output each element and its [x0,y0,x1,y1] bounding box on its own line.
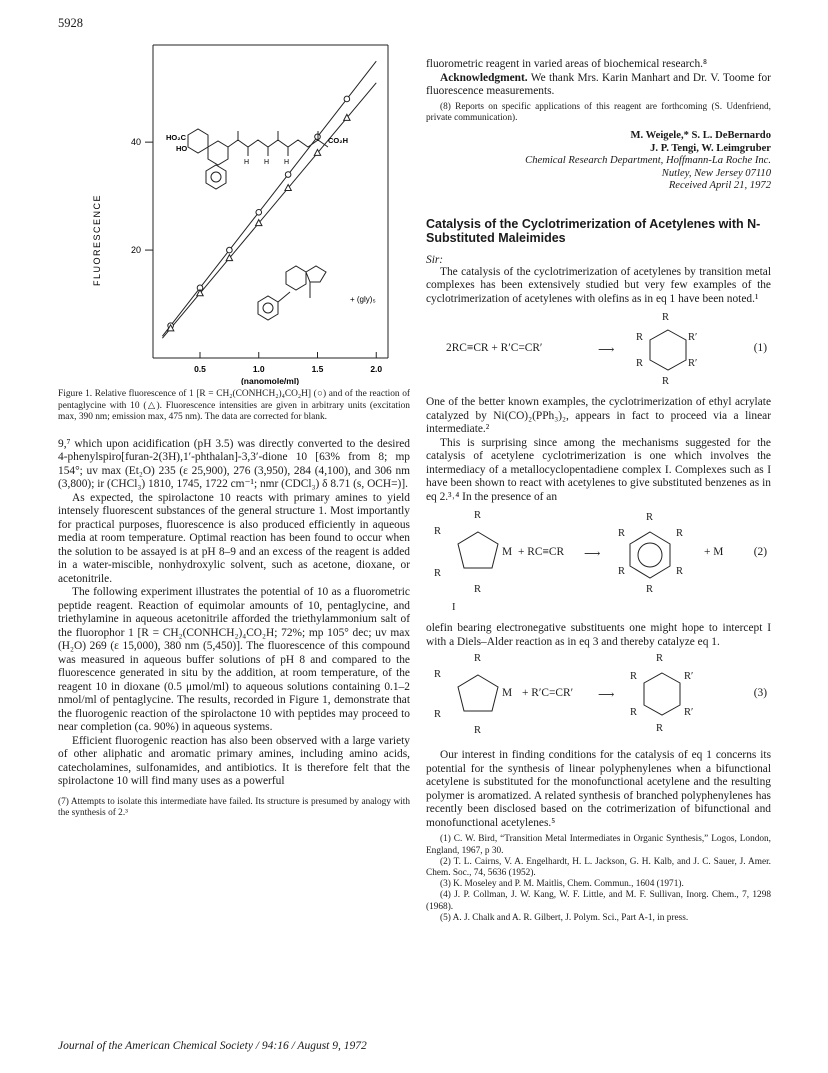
eq3-arrow: ⟶ [598,689,615,702]
paragraph-surprising: This is surprising since among the mechanisms suggested for the catalysis of acetylene cyclotrimerization is one which involves the intermediacy of a metallocyclopentadiene complex I. Complexes such as I have been shown to react with acetylenes to give substituted benzenes as in eq 2.³˒⁴ In the presence of an [426,436,771,503]
paragraph-research-end: fluorometric reagent in varied areas of biochemical research.⁸ [426,58,708,70]
address-line: Nutley, New Jersey 07110 [661,167,771,179]
eq3-prod-r-left: R [630,671,638,683]
eq1-arrow: ⟶ [598,344,615,357]
acknowledgment-heading: Acknowledgment. [440,71,528,84]
eq2-acetylene: + RC≡CR [518,546,565,559]
paragraph-catalysis: The catalysis of the cyclotrimerization of acetylenes by transition metal complexes has been extensively studied but very few examples of the cyclotrimerization of acetylenes with olefins as in eq 1 have been noted.¹ [426,265,771,305]
affiliation-line: Chemical Research Department, Hoffmann-La Roche Inc. [525,155,771,167]
eq3-prod-r-left2: R [630,707,638,719]
paragraph-spirolactone: As expected, the spirolactone 10 reacts with primary amines to yield intensely fluorescent substances of the general structure 1. Most importantly for practical purposes, fluorescence is also produced efficiently in aqueous media at room temperature. Optimal reaction has been found to occur when the solution to be assayed is at pH 8–9 and an excess of the reagent is added in a water-miscible, nonhydroxylic solvent, such as acetone, dioxane, or acetonitrile. [58,491,410,585]
author-block [426,130,771,193]
eq1-rp-right2: R′ [688,358,698,370]
x-tick-label: 1.0 [252,364,265,374]
eq2-metallacycle-drawing [448,524,508,580]
received-date: Received April 21, 1972 [668,180,771,192]
struct-ho-label: HO [176,144,188,153]
right-column [426,58,771,924]
left-body-text [58,438,410,789]
eq3-prod-r-bottom: R [656,723,664,735]
journal-footer: Journal of the American Chemical Society / 94:16 / August 9, 1972 [58,1040,367,1052]
equation-2 [426,508,771,618]
eq3-olefin: + R′C=CR′ [522,687,574,700]
fit-line-circle [162,61,376,336]
fit-line-triangle [162,83,376,338]
caption-text: Relative fluorescence of 1 [R = CH₂(CONHCH₂)₄CO₂H] (○) and of the reaction of pentaglycine with 10 (△). Fluorescence intensities are given in arbitrary units (excitation max, 390 nm; emission max, 475 nm). The data are corrected for blank. [58,389,410,423]
eq2-compound-label: I [452,602,456,614]
eq1-r-left: R [636,332,644,344]
equation-1 [426,312,771,390]
eq2-prod-r-bottom: R [646,584,654,596]
eq1-rp-right1: R′ [688,332,698,344]
eq3-metal: M [502,687,513,700]
eq2-prod-r-right2: R [676,566,684,578]
eq2-r-top: R [474,510,482,522]
data-point-circle [344,96,350,102]
figure-caption [58,389,410,424]
paragraph-continuation: 9,⁷ which upon acidification (pH 3.5) was directly converted to the desired 4-phenylspiro[furan-2(3H),1′-phthalan]-3,3′-dione 10 [63% from 8; mp 154°; uv max (Et₂O) 235 (ε 25,900), 276 (3,950), 284 (4,100), and 306 nm (3,800); ir (CHCl₃) 1810, 1745, 1722 cm⁻¹; nmr (CDCl₃) δ 8.71 (s, OCH=)]. [58,437,410,491]
structure-10-drawing [258,266,326,320]
authors-line-2: J. P. Tengi, W. Leimgruber [650,142,771,154]
acknowledgment-text: We thank Mrs. Karin Manhart and Dr. V. Toome for fluorescence measurements. [426,71,771,97]
eq2-prod-r-right: R [676,528,684,540]
fluorescence-chart [58,40,410,385]
eq3-prod-rp-right2: R′ [684,707,694,719]
structure-1-drawing [188,129,328,189]
eq2-prod-r-top: R [646,512,654,524]
x-axis-label: (nanomole/ml) [240,376,300,385]
eq2-r-left2: R [434,568,442,580]
y-axis-label: FLUORESCENCE [92,193,102,287]
data-point-circle [227,247,233,253]
struct-h3-label: H [284,159,290,166]
struct-co2h-label: CO₂H [328,136,348,145]
reference-4: (4) J. P. Collman, J. W. Kang, W. F. Little, and M. F. Sullivan, Inorg. Chem., 7, 1298 (1968). [426,890,771,912]
eq3-r-bottom: R [474,725,482,737]
eq2-metal: M [502,546,513,559]
reference-2: (2) T. L. Cairns, V. A. Engelhardt, H. L. Jackson, G. H. Kalb, and J. C. Sauer, J. Amer. Chem. Soc., 74, 5636 (1952). [426,856,771,878]
eq3-r-left: R [434,669,442,681]
eq2-arrow: ⟶ [584,548,601,561]
data-point-circle [256,209,262,215]
x-tick-label: 0.5 [194,364,206,374]
footnote-8: (8) Reports on specific applications of this reagent are forthcoming (S. Udenfriend, private communication). [426,101,771,123]
eq3-ring-drawing [632,667,692,723]
x-tick-label: 2.0 [370,364,383,374]
eq3-r-left2: R [434,709,442,721]
eq1-r-bottom: R [662,376,670,388]
x-tick-label: 1.5 [311,364,324,374]
eq1-reactants: 2RC≡CR + R′C=CR′ [446,342,543,355]
figure-1 [58,40,410,385]
eq3-metallacycle-drawing [448,667,508,723]
equation-3 [426,653,771,745]
eq1-r-left2: R [636,358,644,370]
struct-gly5-label: + (gly)₅ [350,295,376,304]
paragraph-known-examples: One of the better known examples, the cyclotrimerization of ethyl acrylate catalyzed by Ni(CO)₂(PPh₃)₂, appears in fact to proceed via a linear intermediate.² [426,396,771,436]
eq3-number: (3) [753,687,767,700]
eq2-number: (2) [753,546,767,559]
eq3-prod-r-top: R [656,653,664,665]
eq2-prod-r-left2: R [618,566,626,578]
paragraph-experiment: The following experiment illustrates the potential of 10 as a fluorometric peptide reagent. Reaction of equimolar amounts of 10, pentaglycine, and triethylamine in aqueous acetonitrile afforded the triethylammonium salt of the fluorophor 1 [R = CH₂(CONHCH₂)₄CO₂H; 72%; mp 105° dec; uv max (H₂O) 269 (ε 15,000), 380 nm (5,450)]. The fluorescence of this compound was measured in aqueous buffer solutions of pH 8 and compared to the fluorescence generated in situ by the addition, at room temperature, of the reagent 10 in dioxane (0.5 μmol/ml) to aqueous solutions containing 0.1–2 nmol/ml of pentaglycine. The results, recorded in Figure 1, demonstrate that the fluorogenic reaction of the spirolactone 10 with peptides may proceed to near completion (ca. 90%) in aqueous systems. [58,586,410,734]
eq1-number: (1) [753,342,767,355]
reference-5: (5) A. J. Chalk and A. R. Gilbert, J. Polym. Sci., Part A-1, in press. [440,912,689,923]
salutation: Sir: [426,253,444,266]
y-tick-label: 20 [130,245,141,256]
eq2-r-left: R [434,526,442,538]
struct-hooc-label: HO₂C [166,133,186,142]
paragraph-olefin: olefin bearing electronegative substituents one might hope to intercept I with a Diels–Alder reaction as in eq 3 and thereby catalyze eq 1. [426,622,771,648]
paragraph-efficient: Efficient fluorogenic reaction has also been observed with a large variety of other aliphatic and aromatic primary amines, including amino acids, catecholamines, sulfonamides, and antibiotics. It is therefore felt that the spirolactone 10 will find many uses as a powerful [58,734,410,788]
struct-h1-label: H [244,159,250,166]
data-point-circle [285,172,291,178]
eq3-prod-rp-right: R′ [684,671,694,683]
reference-list [426,834,771,924]
eq2-prod-r-left: R [618,528,626,540]
left-column [58,40,410,819]
eq2-metal-product: + M [704,546,724,559]
acknowledgment [426,72,771,99]
eq2-r-bottom: R [474,584,482,596]
page-number: 5928 [58,16,83,30]
authors-line-1: M. Weigele,* S. L. DeBernardo [630,129,771,141]
paragraph-interest: Our interest in finding conditions for the catalysis of eq 1 concerns its potential for the synthesis of linear polyphenylenes when a bifunctional acetylene is substituted for the monofunctional acetylene and the resulting polymer is aromatized. A related synthesis of branched polyphenylenes has recently been disclosed based on the cotrimerization of bifunctional and monofunctional acetylenes.⁵ [426,749,771,829]
struct-h2-label: H [264,159,270,166]
reference-1: (1) C. W. Bird, “Transition Metal Intermediates in Organic Synthesis,” Logos, London, England, 1967, p 30. [426,834,771,856]
article-title: Catalysis of the Cyclotrimerization of Acetylenes with N-Substituted Maleimides [426,216,761,246]
reference-3: (3) K. Moseley and P. M. Maitlis, Chem. Commun., 1604 (1971). [440,879,684,890]
eq3-r-top: R [474,653,482,665]
eq1-r-top: R [662,312,670,324]
footnote-7: (7) Attempts to isolate this intermediate have failed. Its structure is presumed by analogy with the synthesis of 2.³ [58,796,410,818]
y-tick-label: 40 [130,137,141,148]
caption-label: Figure 1. [58,389,93,399]
tick-group [131,137,382,374]
eq2-benzene-drawing [620,526,680,582]
